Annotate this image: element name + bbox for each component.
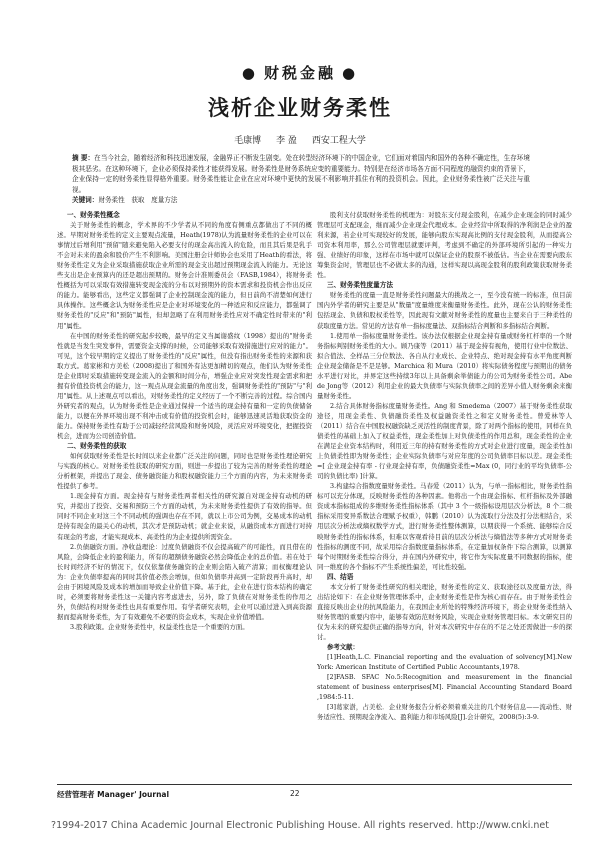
left-paragraph: 在中国的财务柔性的研究起步较晚，最早的定义当属谢盛纹（1998）提出的"财务柔性就是当发生突发事件，需要资金支撑的时候，公司能够采取有效措施进行应对的能力"。可见，这个较早期的定义提出了财务柔性的"反应"属性，但没有指出财务柔性的来源和获取方式。葛家彬和方美松（2008)提出了和国外有达更加精切的观点，他们认为财务柔性是企业即时采取措施转变现金流入的金额和时间分布，增强企业应对突发性现金需求和把握有价值投资机会的能力，这一观点从现金流量的角度出发，强调财务柔性的"预防"与"利用"属性。从上述观点可以看出，对财务柔性的定义经历了一个不断完善的过程。综合国内外研究者的观点，认为财务柔性是企业通过保持一个适当的现金持有量和一定的负债储备能力，以便在外界环境出现不利冲击或有价值的投资机会时，能够迅速灵活地获取资金的能力。保持财务柔性有助于公司减轻经营风险和财务风险，灵活应对环境变化，把握投资机会，进而为公司创造价值。 <box>57 331 312 441</box>
author-1: 毛康博 <box>234 136 262 146</box>
author-line <box>0 133 600 146</box>
author-affiliation: 西安工程大学 <box>311 136 366 146</box>
right-paragraph: 2.结合具体财务指标度量财务柔性。Ang 和 Smedema（2007）基于财务柔性获取途径，用现金柔性、负债融资柔性及权益融资柔性之和定义财务柔性。曾爱林等人（2011）结合在中国股权融资缺乏灵活性的制度背景，除了对两个指标的使用，同样在负债柔性的基础上加入了权益柔性，现金柔性加上对负债柔性的作用总和，现金柔性的企业在满足企业资本结构时，利用近三年的持有财务柔性的方式对企业进行度量，现金柔性加上负债柔性即为财务柔性；企业实际负债率与对应年度的公司负债率目标以差。现金柔性 =[ 企业现金持有率 - 行业现金持有率，负债融资柔性=Max (0，同行业的平均负债率-公司的负债比率) ]计算。 <box>317 401 572 481</box>
right-section-heading: 四、结语 <box>327 572 354 581</box>
abstract-text: 在当今社会，随着经济和科技迅速发展，金融界正不断发生剧变。处在转型经济环境下的中国企业，它们面对着国内和国外的各种不确定性，生存环境极其恶劣。在这种环境下，企业必须保持柔性才能获得发展。财务柔性是财务系统应变的重要能力。特别是在经济市场各方面不同程度的融资约束的背景下，企业保持一定的财务柔性显得格外重要。财务柔性能让企业在应对环境中更快的发展不利影响并抓住有利的投资机会。因此，企业财务柔性被广泛关注与重视。 <box>72 154 531 194</box>
left-paragraph: 2.负债融资方面。净收益理论：过度负债融资不仅会提高破产的可能性，而且借在的风险，会降低企业的盈利能力，所有的超额债务融资必然会降低企业的总价值。若在处于长时间经济不好的情况下，仅仅依靠债务融资的企业则会陷入破产清算；而权衡理论认为：企业负债率提高的同时其价值必然会增加，但如负债率并高到一定阶段再升高时，却会由于困境风险及成本的增加而导致企业价值下降。基于此，企业在进行资本结构的确定时，必须要将财务柔性这一关键内容考虑进去，另外，除了负债在对财务柔性的作用之外，负债结构对财务柔性也具有重要作用。有学者研究表明，企业可以通过进入到高资源据而提高财务柔性，为了有效避免不必要的资金成本，实现企业价值增值。 <box>57 542 312 621</box>
right-paragraph: 财务柔性的度量一直是财务柔性问题最大的挑战之一，至今没有统一的标准，但目前国内外学者的研究主要是从"数量"度量维度来衡量财务柔性。此外，现在公认的财务柔性包括现金、负债和股权柔性等，因此现有文献对财务柔性的度量也主要来自于三种柔性的获取度量方法。常见的方法有单一指标度量法、双指标结合判断和多指标结合判断。 <box>317 291 572 330</box>
left-paragraph: 1.现金持有方面。现金持有与财务柔性两者相关性的研究源自对现金持有动机的研究，并提出了投资、交易和预防三个方面的动机，为未来财务柔性提供了有效的指导。但同时不同企业对这三个不同动机的强调也存在不同，就以上市公司为例，交易成本的动机是持有现金的最关心的动机，其次才是预防动机；就企业来说，从融资成本方面进行对持有现金的考虑，才能实现成本、高柔性的为企业提供所需资金。 <box>57 492 312 541</box>
left-column <box>57 210 312 778</box>
article-title: 浅析企业财务柔性 <box>208 96 392 120</box>
abstract-label: 摘 要： <box>72 154 95 162</box>
keywords-label: 关键词： <box>72 196 99 205</box>
copyright-line: ?1994-2017 China Academic Journal Electronic Publishing House. All rights reserved. http://www.cnki.net <box>51 820 549 831</box>
right-section-heading: 三、财务柔性度量方法 <box>327 281 393 290</box>
page-number: 22 <box>290 789 300 798</box>
right-paragraph: 1.使用单一指标度量财务柔性。该办法仅根据企业现金持有量或财务杠杆率的一个财务指标判别财务柔性的大小。顾乃康等（2011）基于现金持有视角，使用行业中位数法、拟合值法、全样品三分位数法、各自从行业成长、企业特点、绝对现金持有水平角度判断企业现金储备是不是足够。Marchica 和 Mura（2010）将实际债务程度与预期出的债务水平进行对比，并界定这些持续3年以上具备剩余举债能力的公司为财务柔性公司。Abe de Jong等（2012）利用企业的最大负债率与实际负债率之间的差异小值人财务剩余来衡量财务柔性。 <box>317 331 572 400</box>
reference-item: [2]FASB. SFAC No.5:Recognition and measurement in the financial statement of business enterprises[M]. Financial Accounting Standard Board ,1984:5-11. <box>317 673 572 702</box>
author-2: 李 盈 <box>276 136 297 146</box>
right-paragraph: 本文分析了财务柔性研究的相关理论，财务柔性的定义、获取途径以及度量方法，得出结论如下：在企业财务管理体系中，企业财务柔性是作为核心而存在。由于财务柔性会直接反映出企业的抗风险能力，在我国企业所处的特殊经济环境下，将企业财务柔性纳入财务管理的重要内容中，能够有效防范财务风险，实现企业财务管理目标。本文研究目的仅为未来的研究提供正确的指导方向，针对本次研究中存在的不足之处还需做进一步的探讨。 <box>317 582 572 641</box>
section-label-text: 财税金融 <box>263 64 336 82</box>
right-column <box>317 210 572 778</box>
keywords-text: 财务柔性 获取 度量方法 <box>98 196 178 205</box>
section-label <box>0 62 600 83</box>
bullet-icon: ● <box>342 64 359 82</box>
abstract-block <box>72 153 530 206</box>
right-paragraph: 股利支付获取财务柔性的机理为：对股东支付现金股利，在减少企业现金的同时减少管理层可支配现金，继而减少企业现金代理成本。企业经营中所取得的净利润是企业的盈利来源，若企业可实现较好的发展，能够向股东实现高比例的支付现金股利，从而提高公司资本利用率，那么公司管理层就要评判，考虑到不确定的外部环境所引起的一种实力强、业绩好的印象，这样在市场中就可以保证企业的股票不被低估。当企业在需要向股东筹集资金时，管理层也不必做太多的沟通，这样实现以高现金股利的股利政策获取财务柔性。 <box>317 211 572 280</box>
journal-name: 经营管理者 Manager' Journal <box>57 790 170 799</box>
right-paragraph: 3.构建综合指数度量财务柔性。马春爱（2011）认为，与单一指标相比，财务柔性指标可以充分体现，反映财务柔性的各种因素。他将出一个由现金指标、杠杆指标及外部融资成本指标组成的多维财务柔性指标体系（其中 3 个一级指标设用层次分析法，8 个二级指标采用变异系数法合理赋予权重），韩鹏（2010）认为流取行分法及打分法相结合，采用层次分析法或熵权数学方式，进行财务柔性整体测算，以期获得一个系统、能够综合反映财务柔性的指标体系，但难以客观看待目前的层次分析法与熵值法等多种方式对财务柔性指标的测度不同，故采用综合指数度量指标体系，在定量加权条件下综合测算，以测算每个时期财务柔性综合得分，并在国内外研究中，将它作为实际度量不同数据的指标，使同一维度的各个指标不产生系统性偏差，可比性较强。 <box>317 482 572 571</box>
bullet-icon: ● <box>241 64 258 82</box>
left-paragraph: 关于财务柔性的概念，学术界的不少学者从不同的角度有侧重点都做出了不同的概述。早期对财务柔性的定义主要观点流量，Heath(1978)认为流量财务柔性的企业可以在事情过后增利用"预留"随来避免陷入必要支付的现金高出流入的危险，而且其后果是乳手不会对未来的盈余和股价产生不利影响。美国注册会计师协会也采用了Heath的看法，将财务柔性定义为企业采取措施获取企业所需的现金支出超过预期现金流入的能力。无论这些支出是企业预算内的还是超出预期的。财务会计准则委员会（FASB,1984），将财务柔性概括为可以采取有效措施转变现金流的分布以对预期外的资本需求和投资机会作出反应的能力。能够看出，这些定义都强调了企业控制现金流的能力，但日前尚不清楚如何进行具体操作。这些概念认为财务柔性应是企业对环境变化的一种适应和反应能力，都强调了财务柔性的"反应"和"预防"属性，但却忽略了在利用财务柔性应对不确定性时带来的"利用"属性。 <box>57 221 312 330</box>
left-paragraph: 3.股利政策。企业财务柔性中，权益柔性也是一个重要的方面。 <box>70 622 249 631</box>
footer-divider <box>57 784 572 785</box>
reference-item: [1]Heath,L.C. Financial reporting and the evaluation of solvency[M].New York: American Institute of Certified Public Accountants,1978. <box>317 653 572 672</box>
left-paragraph: 如何获取财务柔性是长时间以来企业都广泛关注的问题，同时也是财务柔性理论研究与实践的核心。对财务柔性获取的研究方面，则进一步提出了较为完善的财务柔性的理论分析框架，并提出了现金、债务融资能力和股权融资能力三个方面的内容，为未来财务柔性提供了参考。 <box>57 452 312 491</box>
left-section-heading: 二、财务柔性的获取 <box>67 442 127 451</box>
references-heading: 参考文献： <box>327 643 359 652</box>
reference-item: [3]葛家澍，占美松．企业财务报告分析必须着重关注的几个财务信息——流动性、财务适应性、预期现金净流入、盈利能力和市场风险[J].会计研究，2008(5):3-9. <box>317 703 572 722</box>
left-section-heading: 一、财务柔性概念 <box>67 211 120 219</box>
